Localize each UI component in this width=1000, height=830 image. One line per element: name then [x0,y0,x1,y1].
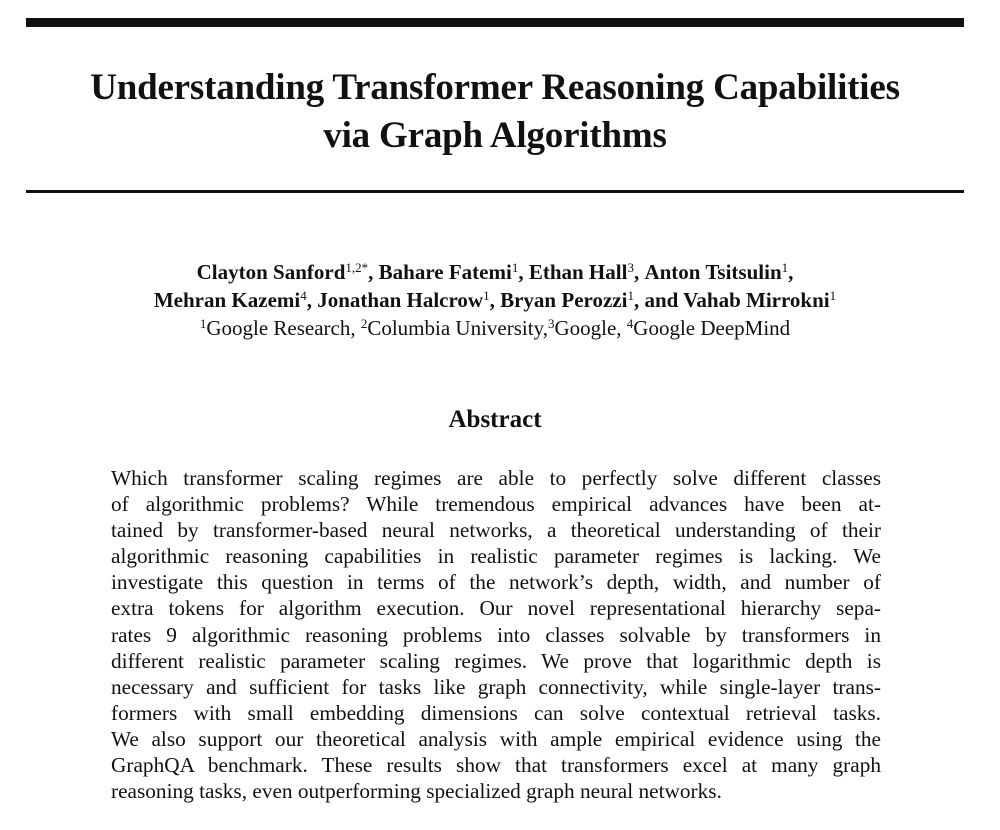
abstract-line: different realistic parameter scaling regimes. We prove that logarithmic depth is [111,648,881,673]
abstract-line: necessary and sufficient for tasks like graph connectivity, while single-layer trans- [111,674,881,699]
title-line: via Graph Algorithms [323,115,667,156]
author-affil-sup: 1 [511,260,519,275]
author-name: Ethan Hall [528,260,628,284]
author-line-1: Clayton Sanford$^{1,2*}$, Bahare Fatemi$^1$, Ethan Hall$^3$, Anton Tsitsulin$^1$, [196,260,794,284]
author-affil-sup: 1,2 [345,260,362,275]
affiliation-sup: 4 [626,316,634,331]
affiliation-name: Google, [554,316,622,340]
equal-contribution-mark: * [361,260,369,275]
author-name: Bryan Perozzi [500,288,628,312]
abstract-line: GraphQA benchmark. These results show that transformers excel at many graph [111,753,881,778]
author-affil-sup: 1 [627,288,634,303]
author-affil-sup: 1 [483,288,490,303]
abstract-line: rates 9 algorithmic reasoning problems into classes solvable by transformers in [111,622,881,647]
author-name: Clayton Sanford [196,260,346,284]
author-affil-sup: 3 [627,260,634,275]
abstract-line: extra tokens for algorithm execution. Our novel representational hierarchy sepa- [111,596,881,621]
author-prefix: and [644,288,684,312]
affiliation-name: Columbia University, [367,316,548,340]
abstract-line: of algorithmic problems? While tremendous empirical advances have been at- [111,492,881,517]
author-block [20,258,970,342]
abstract-line: Which transformer scaling regimes are able to perfectly solve different classes [111,466,881,490]
affiliation-name: Google Research, [206,316,356,340]
author-name: Anton Tsitsulin [644,260,782,284]
paper-title [20,64,970,160]
affiliation-name: Google DeepMind [633,316,791,340]
affiliation-sup: 2 [360,316,368,331]
abstract-line: We also support our theoretical analysis with ample empirical evidence using the [111,726,881,751]
abstract-line: investigate this question in terms of the network’s depth, width, and number of [111,570,881,595]
title-line: Understanding Transformer Reasoning Capabilities [90,67,900,108]
abstract-line: algorithmic reasoning capabilities in realistic parameter regimes is lacking. We [111,544,881,569]
author-line-2: Mehran Kazemi$^4$, Jonathan Halcrow$^1$, Bryan Perozzi$^1$, and Vahab Mirrokni$^1$ [153,288,837,312]
abstract-line: formers with small embedding dimensions can solve contextual retrieval tasks. [111,700,881,725]
abstract-line: tained by transformer-based neural networks, a theoretical understanding of their [111,518,881,543]
top-rule [26,18,964,27]
author-affil-sup: 4 [300,288,307,303]
author-affil-sup: 1 [829,288,837,303]
abstract-text [111,465,881,804]
title-rule [26,190,964,193]
author-name: Jonathan Halcrow [317,288,484,312]
abstract-heading: Abstract [448,406,542,433]
affiliation-sup: 1 [199,316,207,331]
author-name: Vahab Mirrokni [683,288,830,312]
author-name: Mehran Kazemi [153,288,301,312]
author-name: Bahare Fatemi [378,260,512,284]
affiliations [20,314,970,342]
abstract-line: reasoning tasks, even outperforming specialized graph neural networks. [111,779,722,804]
author-affil-sup: 1 [781,260,789,275]
affiliation-sup: 3 [547,316,555,331]
